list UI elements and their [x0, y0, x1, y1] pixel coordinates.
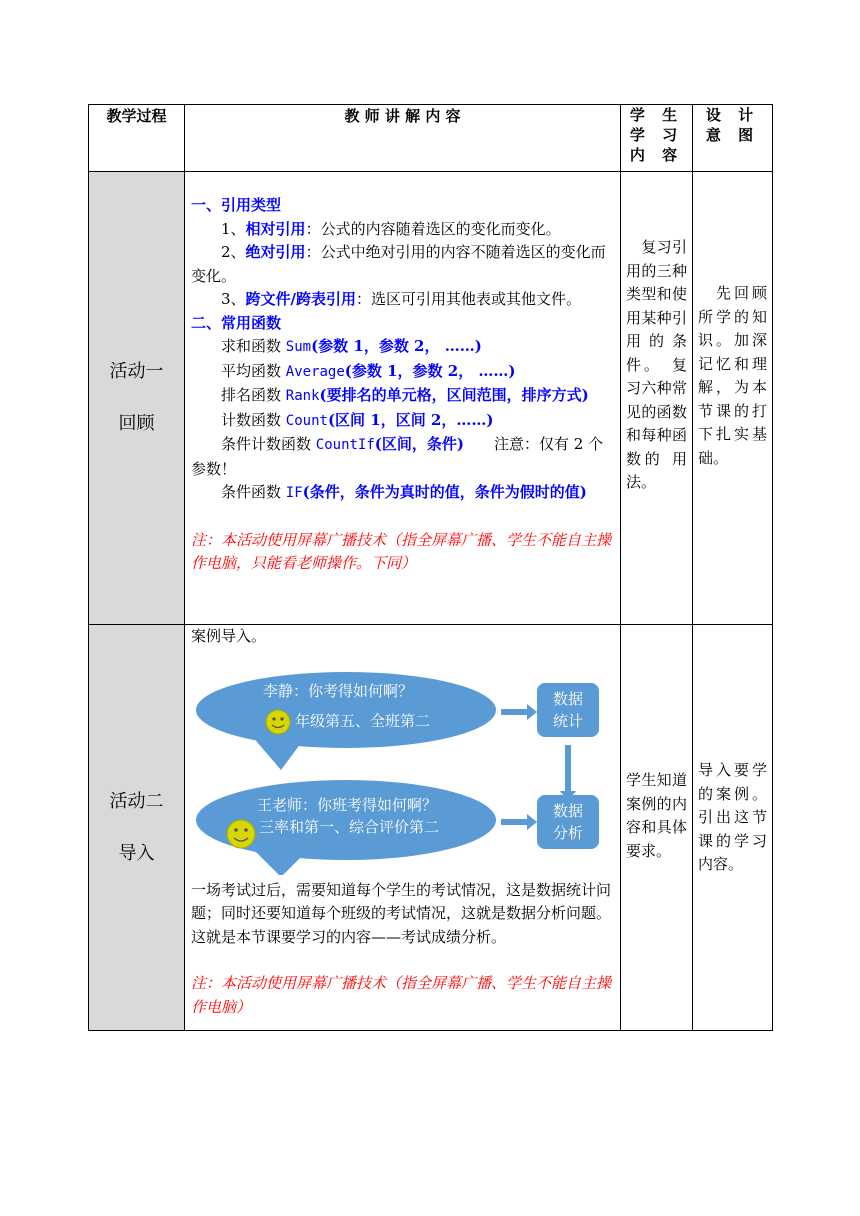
function-if: 条件函数 IF(条件，条件为真时的值，条件为假时的值) — [221, 483, 587, 501]
smiley-2-icon — [227, 820, 255, 848]
smiley-1-icon — [266, 710, 290, 734]
case-paragraph-1: 一场考试过后，需要知道每个学生的考试情况，这是数据统计问题；同时还要知道每个班级的考试情况，这就是数据分析问题。 — [191, 880, 612, 922]
function-count: 计数函数 Count(区间 1，区间 2，……) — [221, 410, 494, 429]
activity-2-design: 导入要学的案例。引出这节课的学习内容。 — [693, 625, 773, 1031]
ref-item-1: 1、相对引用：公式的内容随着选区的变化而变化。 — [221, 219, 561, 238]
header-design-intent: 设 计 意 图 — [693, 105, 773, 172]
function-sum: 求和函数 Sum(参数 1，参数 2， ……) — [221, 337, 482, 355]
activity-2-student: 学生知道案例的内容和具体要求。 — [621, 625, 693, 1031]
activity-2-row — [89, 625, 773, 1031]
ref-item-3: 3、跨文件/跨表引用：选区可引用其他表或其他文件。 — [221, 290, 582, 308]
ref-item-2: 2、绝对引用：公式中绝对引用的内容不随着选区的变化而变化。 — [191, 243, 606, 285]
lesson-plan-table — [88, 104, 773, 1031]
activity-1-student: 复习引用的三种类型和使用某种引用的条件。 复习六种常见的函数和每种函数的 用法。 — [621, 172, 693, 625]
bubble-2-line-2: 三率和第一、综合评价第二 — [259, 817, 440, 836]
case-paragraph-2: 这就是本节课要学习的内容——考试成绩分析。 — [191, 927, 507, 946]
function-countif: 条件计数函数 CountIf(区间，条件) 注意：仅有 2 个参数！ — [191, 435, 604, 478]
bubble-1-line-1: 李静：你考得如何啊？ — [263, 681, 414, 700]
activity-1-content — [185, 172, 621, 625]
section-reference-types-title: 一、引用类型 — [191, 196, 282, 214]
data-analysis-box: 数据 分析 — [537, 795, 599, 849]
header-row — [89, 105, 773, 172]
function-rank: 排名函数 Rank(要排名的单元格，区间范围，排序方式) — [221, 386, 589, 404]
arrow-right-1-icon — [501, 704, 537, 720]
header-teacher-content: 教 师 讲 解 内 容 — [185, 105, 621, 172]
section-functions-title: 二、常用函数 — [191, 313, 282, 332]
header-student-content: 学 生 学 习 内 容 — [621, 105, 693, 172]
activity-1-design: 先回顾所学的知识。加深记忆和理解，为本节课的打下扎实基础。 — [693, 172, 773, 625]
arrow-right-2-icon — [501, 814, 537, 830]
activity-1-row — [89, 172, 773, 625]
function-average: 平均函数 Average(参数 1，参数 2， ……) — [221, 361, 516, 380]
activity-1-stage: 活动一 回顾 — [89, 172, 185, 625]
header-process: 教学过程 — [89, 105, 185, 172]
case-diagram — [191, 655, 614, 875]
arrow-down-icon — [560, 745, 576, 801]
activity-2-stage: 活动二 导入 — [89, 625, 185, 1031]
activity-2-note: 注：本活动使用屏幕广播技术（指全屏幕广播、学生不能自主操作电脑） — [191, 974, 612, 1016]
bubble-1-line-2: 年级第五、全班第二 — [295, 711, 431, 730]
data-statistics-box: 数据 统计 — [537, 683, 599, 737]
activity-1-note: 注：本活动使用屏幕广播技术（指全屏幕广播、学生不能自主操作电脑，只能看老师操作。下同） — [191, 530, 612, 572]
activity-2-content — [185, 625, 621, 1031]
bubble-2-line-1: 王老师：你班考得如何啊？ — [257, 795, 438, 814]
case-intro: 案例导入。 — [191, 627, 267, 645]
